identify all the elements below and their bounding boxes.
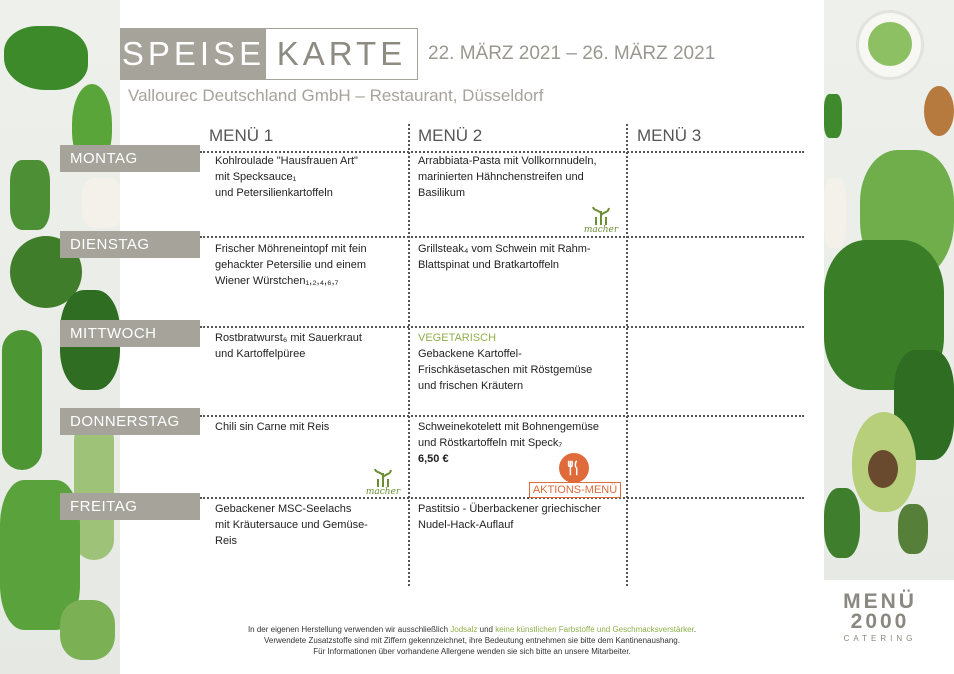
dish-line: Frischkäsetaschen mit Röstgemüse xyxy=(418,364,593,376)
day-label-freitag: FREITAG xyxy=(60,493,200,520)
footer-text: . xyxy=(693,625,697,634)
dish-line: Chili sin Carne mit Reis xyxy=(215,421,330,433)
dish-line: Schweinekotelett mit Bohnengemüse xyxy=(418,421,599,433)
dish-montag-menu1 xyxy=(215,153,405,201)
dish-line: mit Specksauce₁ xyxy=(215,171,297,183)
row-divider xyxy=(200,236,804,238)
macher-logo xyxy=(580,205,622,235)
column-header-menu2: MENÜ 2 xyxy=(418,126,483,145)
dish-line: Nudel-Hack-Auflauf xyxy=(418,519,514,531)
dish-dienstag-menu1 xyxy=(215,241,405,289)
dish-line: Gebackene Kartoffel- xyxy=(418,348,522,360)
dish-line: Basilikum xyxy=(418,187,466,199)
title-karte: KARTE xyxy=(266,29,417,79)
row-divider xyxy=(200,497,804,499)
company-name: Vallourec Deutschland GmbH – Restaurant, Düsseldorf xyxy=(128,86,544,105)
macher-text: macher xyxy=(365,487,401,497)
plant-icon xyxy=(370,467,396,487)
aktions-menu-badge: AKTIONS-MENÜ xyxy=(529,482,621,498)
column-divider xyxy=(408,124,410,586)
footer-text: und xyxy=(477,625,496,634)
dish-line: Pastitsio - Überbackener griechischer xyxy=(418,503,601,515)
row-divider xyxy=(200,326,804,328)
dish-line: Frischer Möhreneintopf mit fein xyxy=(215,243,367,255)
dish-line: Rostbratwurst₆ mit Sauerkraut xyxy=(215,332,362,344)
cutlery-icon xyxy=(559,453,589,483)
dish-mittwoch-menu2 xyxy=(418,330,623,394)
dish-line: und Röstkartoffeln mit Speck₇ xyxy=(418,437,563,449)
menu2000-logo xyxy=(830,592,930,643)
dish-montag-menu2 xyxy=(418,153,623,201)
column-divider xyxy=(626,124,628,586)
dish-line: Arrabbiata-Pasta mit Vollkornnudeln, xyxy=(418,155,597,167)
footer-highlight: keine künstlichen Farbstoffe und Geschmacksverstärker xyxy=(495,625,694,634)
title-speise: SPEISE xyxy=(121,29,266,79)
brand-line-2: 2000 xyxy=(850,610,910,633)
brand-line-3: CATERING xyxy=(843,634,917,643)
dish-line: marinierten Hähnchenstreifen und xyxy=(418,171,584,183)
footer-line-2: Verwendete Zusatzstoffe sind mit Ziffern gekennzeichnet, ihre Bedeutung entnehmen sie bitte dem Kantinenaushang. xyxy=(264,636,680,645)
dish-freitag-menu2 xyxy=(418,501,623,533)
footer-text: In der eigenen Herstellung verwenden wir ausschließlich xyxy=(247,625,451,634)
dish-line: Gebackener MSC-Seelachs xyxy=(215,503,352,515)
dish-line: mit Kräutersauce und Gemüse- xyxy=(215,519,368,531)
dish-line: und Petersilienkartoffeln xyxy=(215,187,333,199)
dish-line: Kohlroulade "Hausfrauen Art" xyxy=(215,155,358,167)
menu-title xyxy=(120,28,418,80)
footer-line-1 xyxy=(120,624,824,635)
right-vegetable-image xyxy=(824,0,954,674)
column-header-menu3: MENÜ 3 xyxy=(637,126,702,145)
dish-line: Wiener Würstchen₁,₂,₄,₆,₇ xyxy=(215,275,339,287)
dish-line: gehackter Petersilie und einem xyxy=(215,259,367,271)
dish-mittwoch-menu1 xyxy=(215,330,405,362)
day-label-donnerstag: DONNERSTAG xyxy=(60,408,200,435)
dish-dienstag-menu2 xyxy=(418,241,623,273)
dish-line: Blattspinat und Bratkartoffeln xyxy=(418,259,560,271)
day-label-dienstag: DIENSTAG xyxy=(60,231,200,258)
plant-icon xyxy=(588,205,614,225)
footer-notes xyxy=(120,624,824,657)
dish-freitag-menu1 xyxy=(215,501,405,549)
macher-logo xyxy=(362,467,404,497)
dish-line: und Kartoffelpüree xyxy=(215,348,306,360)
date-range: 22. MÄRZ 2021 – 26. MÄRZ 2021 xyxy=(428,43,716,64)
day-label-mittwoch: MITTWOCH xyxy=(60,320,200,347)
fork-knife-icon xyxy=(565,459,583,477)
brand-line-1: MENÜ xyxy=(843,590,917,613)
dish-donnerstag-menu2 xyxy=(418,419,623,467)
column-header-menu1: MENÜ 1 xyxy=(209,126,274,145)
dish-line: Grillsteak₄ vom Schwein mit Rahm- xyxy=(418,243,591,255)
footer-highlight: Jodsalz xyxy=(450,625,478,634)
day-label-montag: MONTAG xyxy=(60,145,200,172)
vegetarian-label: VEGETARISCH xyxy=(418,332,497,344)
macher-text: macher xyxy=(583,225,619,235)
dish-price: 6,50 € xyxy=(418,453,449,465)
dish-line: und frischen Kräutern xyxy=(418,380,524,392)
row-divider xyxy=(200,415,804,417)
dish-line: Reis xyxy=(215,535,238,547)
footer-line-3: Für Informationen über vorhandene Allergene wenden sie sich bitte an unsere Mitarbeiter. xyxy=(313,647,631,656)
dish-donnerstag-menu1 xyxy=(215,419,405,435)
